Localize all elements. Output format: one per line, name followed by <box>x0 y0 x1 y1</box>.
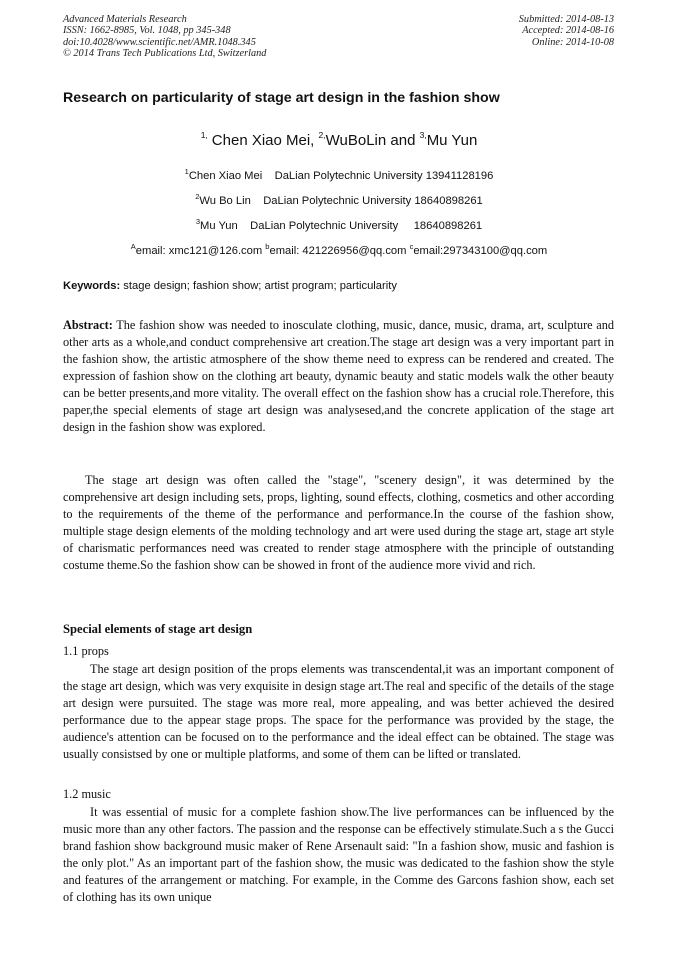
affiliation-1 <box>0 167 678 182</box>
email-b[interactable]: email: 421226956@qq.com <box>269 245 410 257</box>
section-heading: Special elements of stage art design <box>63 622 253 636</box>
author-1-name: Chen Xiao Mei, <box>211 132 315 149</box>
affiliation-2 <box>0 192 678 207</box>
affiliation-2-marker: 2 <box>195 192 200 201</box>
keywords-label: Keywords: <box>63 280 121 292</box>
affiliation-1-text: Chen Xiao Mei DaLian Polytechnic University 13941128196 <box>188 170 494 182</box>
subsection-music-text: It was essential of music for a complete fashion show.The live performances can be influenced by the music more than any other factors. The passion and the response can be effectively stimulate.Such a s the Gucci brand fashion show background music maker of Rene Arsenault said: "In a fashion show, music and fashion is the only plot." As an important part of the fashion show, the music was dedicated to the fashion show the style and features of the arrangement or matching. For example, in the Comme des Garcons fashion show, each set of clothing has its own unique <box>63 805 614 905</box>
abstract-text: The fashion show was needed to inosculate clothing, music, dance, music, drama, art, sculpture and other arts as a whole,and conduct comprehensive art creation.The stage art design was a very important part in the fashion show, the artistic atmosphere of the show theme need to express can be rendered and created. The expression of fashion show on the clothing art beauty, dynamic beauty and static models walk the other beauty can be better presents,and more vitality. The overall effect on the fashion show has a crucial role.Therefore, this paper,the special elements of stage art design was analysesed,and the concrete application of the stage art design in the fashion show was explored. <box>63 318 614 435</box>
abstract-label: Abstract: <box>63 318 113 332</box>
affiliation-2-text: Wu Bo Lin DaLian Polytechnic University 18640898261 <box>199 195 483 207</box>
keywords-text: stage design; fashion show; artist program; particularity <box>120 280 397 292</box>
email-c[interactable]: email:297343100@qq.com <box>413 245 548 257</box>
journal-doi[interactable]: doi:10.4028/www.scientific.net/AMR.1048.345 <box>63 36 256 48</box>
submission-dates <box>519 14 614 48</box>
journal-copyright: © 2014 Trans Tech Publications Ltd, Switzerland <box>63 47 267 59</box>
author-3-marker: 3, <box>419 130 427 140</box>
email-a[interactable]: email: xmc121@126.com <box>135 245 266 257</box>
subsection-music-heading: 1.2 music <box>63 787 111 801</box>
abstract <box>63 317 614 436</box>
intro-paragraph: The stage art design was often called the "stage", "scenery design", it was determined by the comprehensive art design including sets, props, lighting, sound effects, clothing, cosmetics and other according to the requirements of the theme of the performance and performance.In the course of the fashion show, multiple stage design elements of the molding technology and art were used during the stage art, stage art style of charismatic performances need was created to render stage atmosphere with the principle of outstanding costume theme.So the fashion show can be showed in front of the audience more vivid and rich. <box>63 473 614 573</box>
author-1-marker: 1, <box>200 130 208 140</box>
online-date: Online: 2014-10-08 <box>531 36 614 48</box>
affiliation-3 <box>0 217 678 232</box>
subsection-props-heading: 1.1 props <box>63 644 109 658</box>
email-a-marker: A <box>130 242 136 251</box>
journal-info <box>63 14 266 59</box>
subsection-props-text: The stage art design position of the props elements was transcendental,it was an important component of the stage art design, which was very exquisite in design stage art.The real and specific of the details of the stage art design were pursuited. The stage was more real, more appealing, and was better achieved the desired performance due to the appear stage props. The space for the performance was provided by the stage, the audience's attention can be focused on to the performance and the ideal effect can be obtained. The stage was usually consistsed by one or multiple platforms, and some of them can be lifted or translated. <box>63 662 614 762</box>
email-c-marker: c <box>409 242 414 251</box>
journal-issn: ISSN: 1662-8985, Vol. 1048, pp 345-348 <box>63 25 231 37</box>
affiliation-3-text: Mu Yun DaLian Polytechnic University 18640898261 <box>200 220 483 232</box>
paper-title: Research on particularity of stage art design in the fashion show <box>63 90 500 106</box>
accepted-date: Accepted: 2014-08-16 <box>522 25 614 37</box>
keywords <box>63 280 397 292</box>
author-2-marker: 2, <box>318 130 326 140</box>
submitted-date: Submitted: 2014-08-13 <box>518 14 614 25</box>
author-line <box>0 130 678 149</box>
affiliation-1-marker: 1 <box>184 167 189 176</box>
journal-name: Advanced Materials Research <box>63 14 187 25</box>
email-line <box>0 242 678 257</box>
author-2-name: WuBoLin and <box>325 132 416 149</box>
author-3-name: Mu Yun <box>426 132 478 149</box>
email-b-marker: b <box>265 242 270 251</box>
affiliation-3-marker: 3 <box>195 217 201 226</box>
